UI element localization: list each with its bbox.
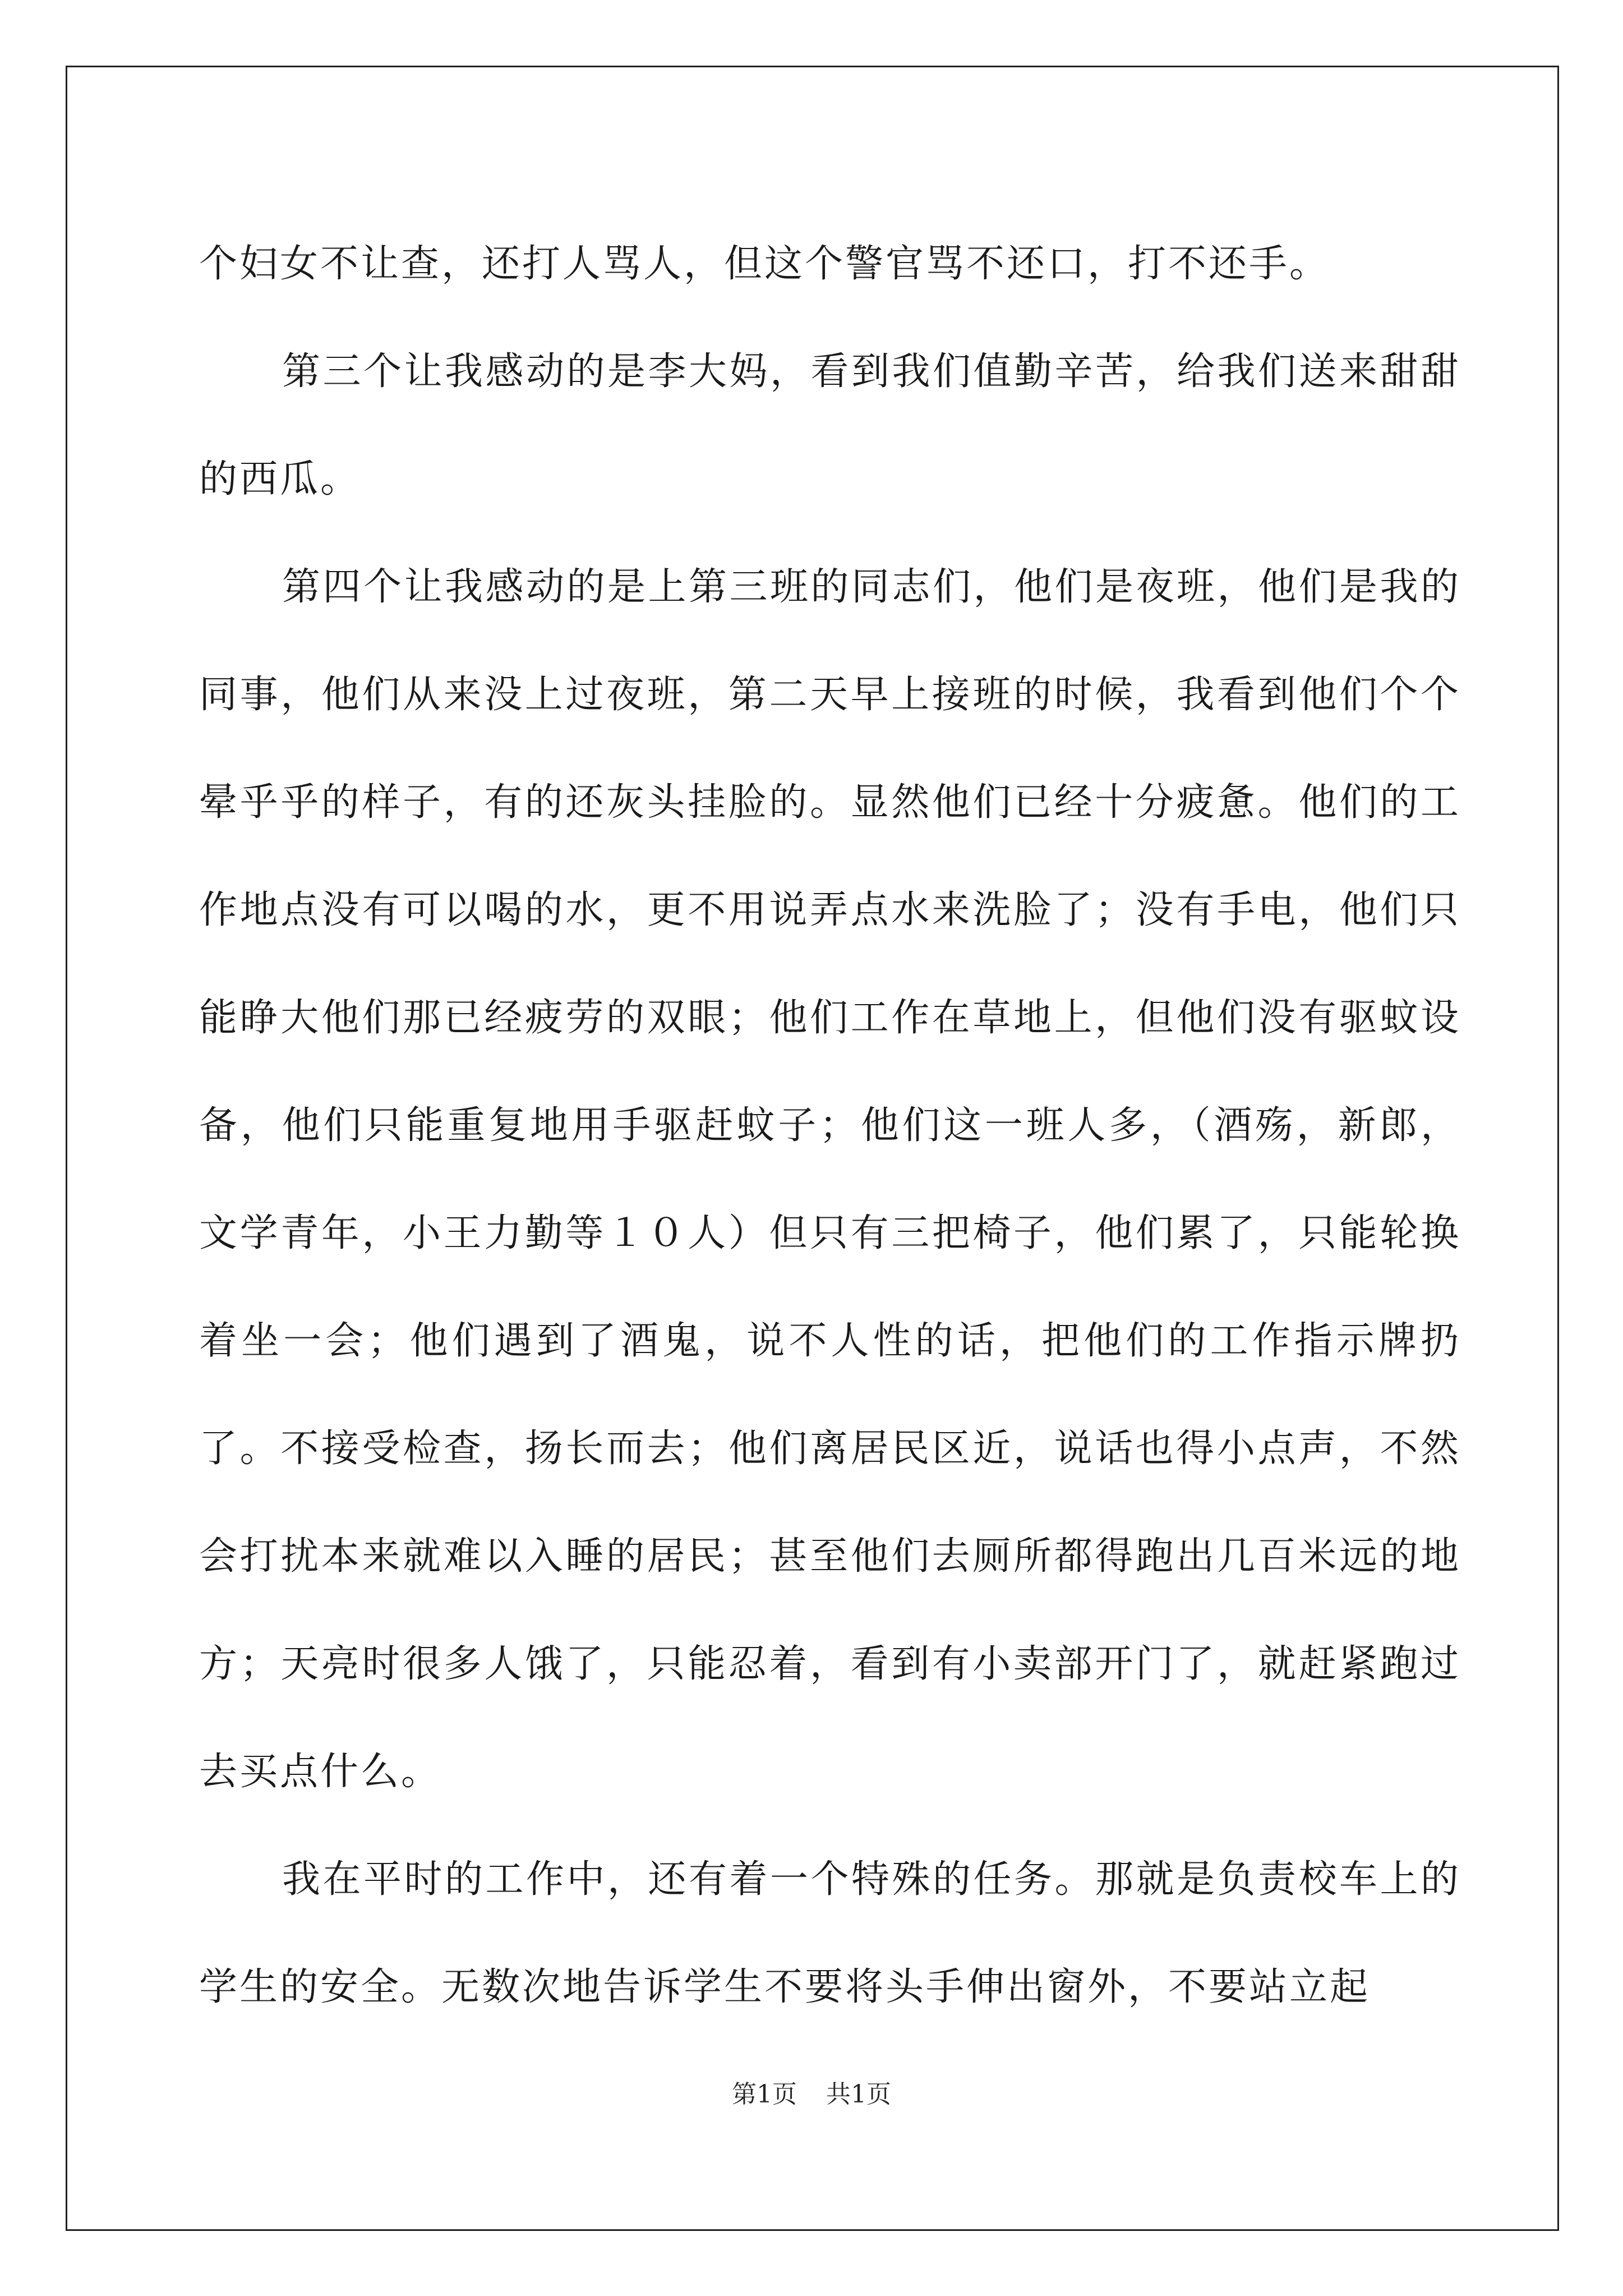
document-body [199,210,1461,2041]
page-number: 第1页 [732,2080,797,2109]
paragraph: 第四个让我感动的是上第三班的同志们，他们是夜班，他们是我的同事，他们从来没上过夜班，第二天早上接班的时候，我看到他们个个晕乎乎的样子，有的还灰头挂脸的。显然他们已经十分疲惫。他们的工作地点没有可以喝的水，更不用说弄点水来洗脸了；没有手电，他们只能睁大他们那已经疲劳的双眼；他们工作在草地上，但他们没有驱蚊设备，他们只能重复地用手驱赶蚊子；他们这一班人多，（酒殇，新郎，文学青年，小王力勤等１０人）但只有三把椅子，他们累了，只能轮换着坐一会；他们遇到了酒鬼，说不人性的话，把他们的工作指示牌扔了。不接受检查，扬长而去；他们离居民区近，说话也得小点声，不然会打扰本来就难以入睡的居民；甚至他们去厕所都得跑出几百米远的地方；天亮时很多人饿了，只能忍着，看到有小卖部开门了，就赶紧跑过去买点什么。 [199,565,1461,1794]
paragraph: 我在平时的工作中，还有着一个特殊的任务。那就是负责校车上的学生的安全。无数次地告诉学生不要将头手伸出窗外，不要站立起 [199,1857,1461,2009]
page-total: 共1页 [826,2080,891,2109]
paragraph: 个妇女不让查，还打人骂人，但这个警官骂不还口，打不还手。 [199,242,1330,286]
page-footer [0,2078,1623,2111]
paragraph: 第三个让我感动的是李大妈，看到我们值勤辛苦，给我们送来甜甜的西瓜。 [199,349,1461,501]
